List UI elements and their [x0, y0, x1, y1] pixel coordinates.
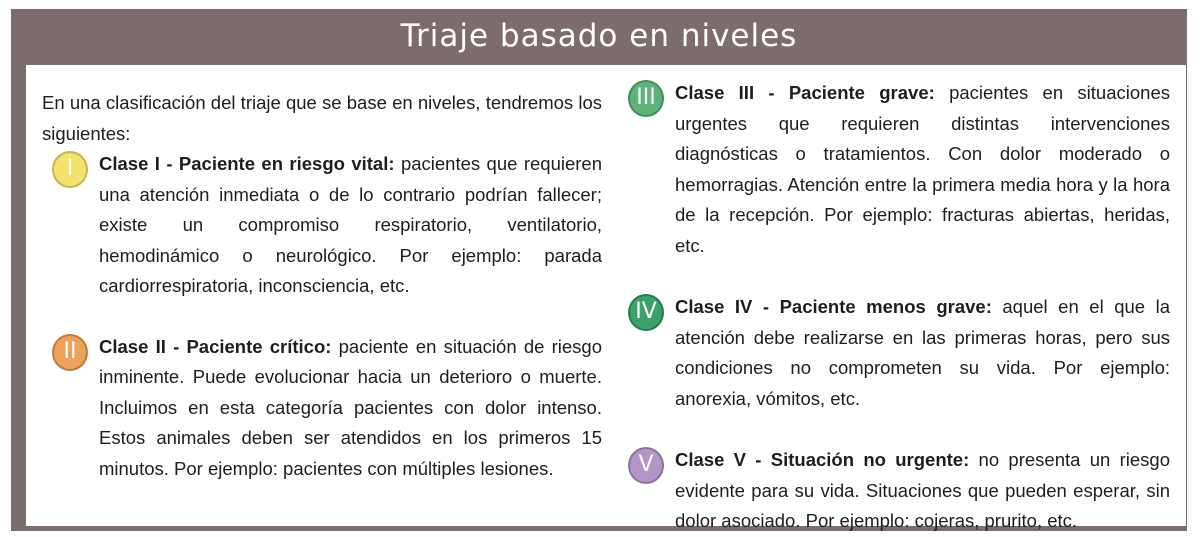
intro-text: En una clasificación del triaje que se base en niveles, tendremos los siguientes:: [42, 92, 602, 144]
class-1-entry: [66, 149, 602, 302]
class-5-entry: [638, 445, 1170, 537]
class-1-heading: Clase I - Paciente en riesgo vital:: [99, 153, 395, 174]
class-1-description: pacientes que requieren una atención inmediata o de lo contrario podrían fallecer; existe un compromiso respiratorio, ventilatorio, hemodinámico o neurológico. Por ejemplo: parada cardiorrespiratoria, inconsciencia, etc.: [99, 153, 602, 296]
class-4-description: aquel en el que la atención debe realizarse en las primeras horas, pero sus condiciones no comprometen su vida. Por ejemplo: anorexia, vómitos, etc.: [675, 296, 1170, 409]
class-4-entry: [635, 292, 1170, 414]
class-2-badge-icon: II: [52, 334, 88, 371]
class-5-badge-icon: V: [628, 447, 664, 484]
box-title: Triaje basado en niveles: [400, 18, 798, 54]
class-3-heading: Clase III - Paciente grave:: [675, 82, 935, 103]
class-2-heading: Clase II - Paciente crítico:: [99, 335, 332, 357]
right-column: [635, 65, 1170, 537]
class-3-entry: [636, 78, 1170, 261]
class-1-text: [99, 149, 602, 302]
class-4-badge-icon: IV: [628, 294, 664, 331]
class-4-text: [675, 292, 1170, 414]
class-5-text: [675, 445, 1170, 537]
class-2-entry: [63, 332, 602, 485]
content-panel: [26, 65, 1186, 531]
class-3-badge-icon: III: [628, 80, 664, 117]
triage-box: [11, 9, 1187, 531]
class-1-badge-icon: I: [52, 151, 88, 188]
class-3-text: [675, 78, 1170, 261]
left-column: [42, 65, 602, 484]
class-5-description: no presenta un riesgo evidente para su vida. Situaciones que pueden esperar, sin dolor asociado. Por ejemplo: cojeras, prurito, etc.: [675, 449, 1170, 531]
class-3-description: pacientes en situaciones urgentes que requieren distintas intervenciones diagnósticas o tratamientos. Con dolor moderado o hemorragias. Atención entre la primera media hora y la hora de la recepción. Por ejemplo: fracturas abiertas, heridas, etc.: [675, 82, 1170, 256]
class-2-description: paciente en situación de riesgo inminente. Puede evolucionar hacia un deterioro o muerte. Incluimos en esta categoría pacientes con dolor intenso. Estos animales deben ser atendidos en los primeros 15 minutos. Por ejemplo: pacientes con múltiples lesiones.: [99, 335, 602, 479]
class-2-text: [99, 332, 602, 485]
class-5-heading: Clase V - Situación no urgente:: [675, 449, 970, 470]
class-4-heading: Clase IV - Paciente menos grave:: [675, 296, 992, 317]
